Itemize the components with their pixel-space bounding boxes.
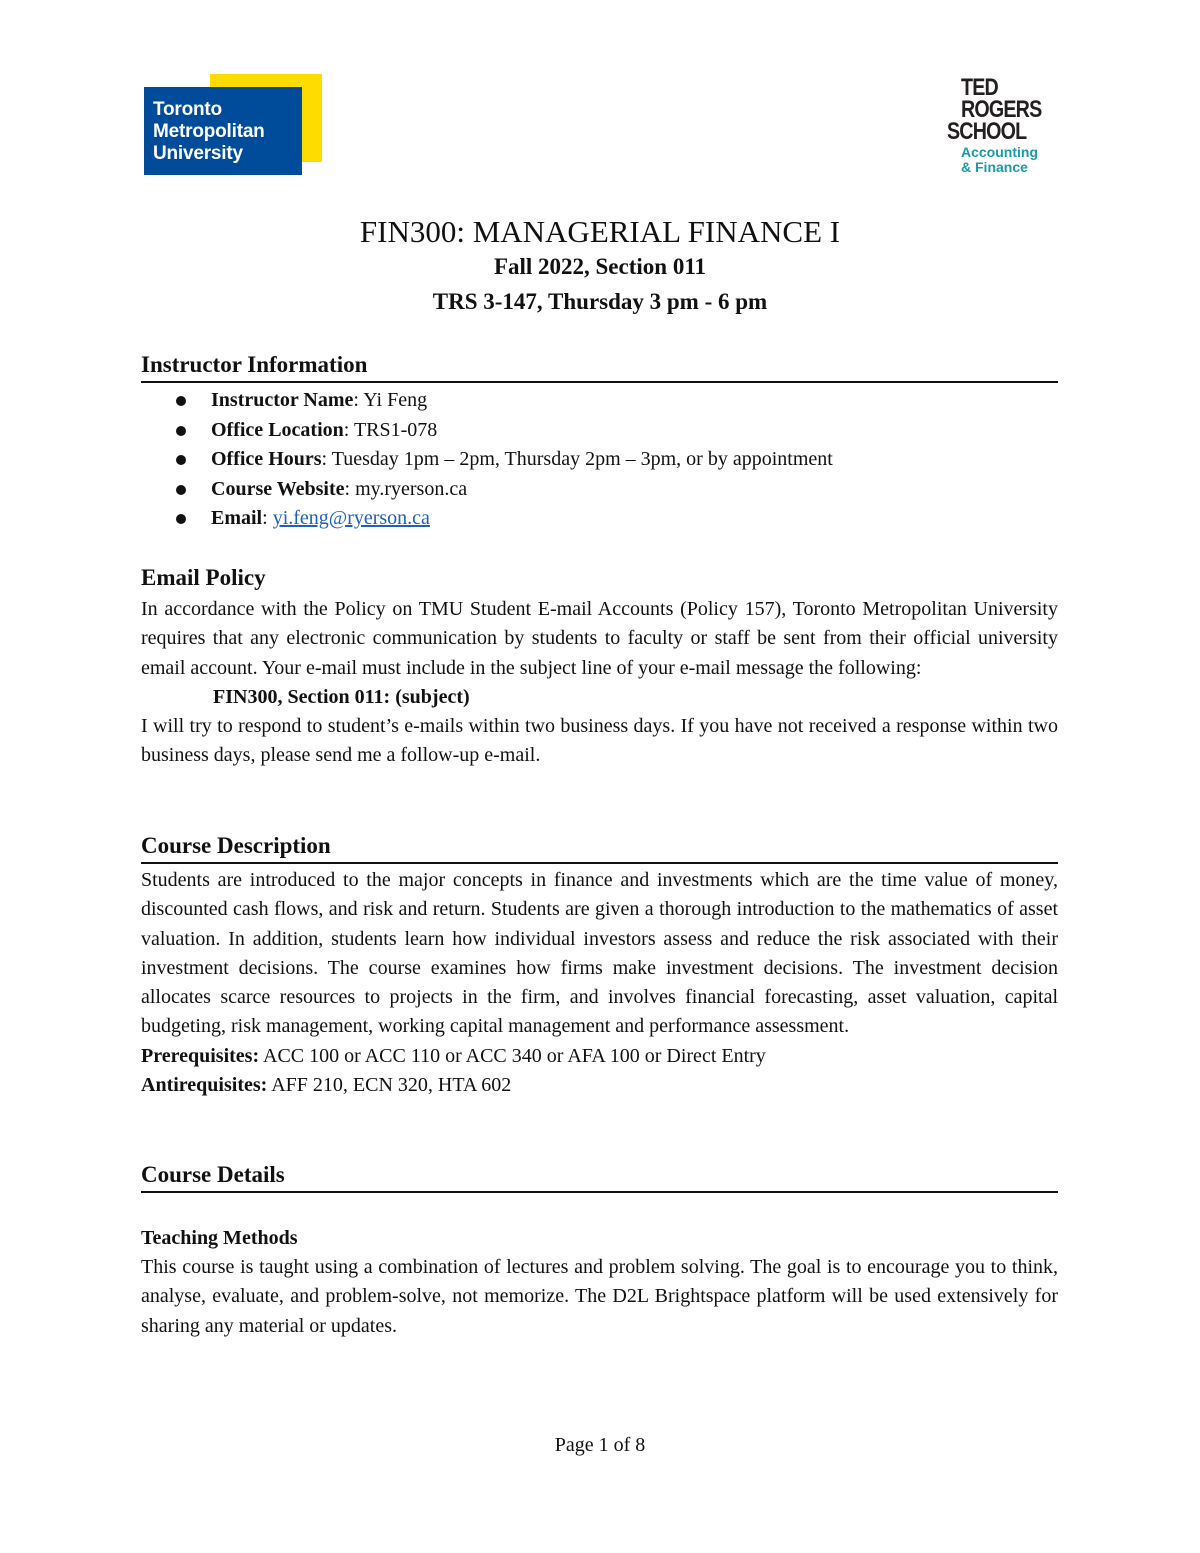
email-policy-heading: Email Policy [141,565,266,590]
instructor-list [176,386,1056,534]
bullet-icon [176,514,186,524]
item-sep: : [321,448,328,470]
trs-logo-line: ROGERS [961,96,1042,123]
email-policy-paragraph: In accordance with the Policy on TMU Student E-mail Accounts (Policy 157), Toronto Metropolitan University requires that any electronic communication by students to faculty or staff be sent from their official university email account. Your e-mail must include in the subject line of your e-mail message the following: [141,598,1058,679]
list-item [176,475,1056,505]
item-value: TRS1-078 [349,418,438,441]
bullet-icon [176,455,186,465]
item-value: Tuesday 1pm – 2pm, Thursday 2pm – 3pm, or by appointment [327,448,833,470]
instructor-heading: Instructor Information [141,351,1058,383]
email-subject-format: FIN300, Section 011: (subject) [213,685,470,708]
trs-logo-subline: & Finance [961,159,1028,175]
item-label: Office Location [211,418,344,441]
prerequisites-value: ACC 100 or ACC 110 or ACC 340 or AFA 100 or Direct Entry [259,1044,766,1067]
trs-logo-line: SCHOOL [947,118,1027,145]
item-label: Office Hours [211,448,322,470]
item-value: my.ryerson.ca [350,477,468,500]
teaching-methods-paragraph: This course is taught using a combination of lectures and problem solving. The goal is to encourage you to think, analyse, evaluate, and problem-solve, not memorize. The D2L Brightspace platform will be used extensively for sharing any material or updates. [141,1256,1058,1337]
course-term: Fall 2022, Section 011 [493,254,707,279]
email-policy-body [141,595,1058,771]
course-description-body [141,866,1058,1100]
ted-rogers-logo [945,74,1075,178]
item-label: Course Website [211,477,345,500]
bullet-icon [176,426,186,436]
page-number: Page 1 of 8 [554,1434,646,1456]
course-description-heading: Course Description [141,832,1058,864]
tmu-logo-line: University [153,143,243,164]
item-label: Instructor Name [211,389,354,411]
tmu-logo-line: Metropolitan [153,121,265,142]
trs-logo-subline: Accounting [961,144,1038,160]
email-link[interactable]: yi.feng@ryerson.ca [272,507,430,529]
antirequisites [141,1071,1058,1100]
list-item [176,416,1056,446]
list-item [176,386,1056,416]
list-item [176,445,1056,475]
tmu-logo [144,74,322,176]
list-item [176,504,1056,534]
item-sep: : [262,507,273,529]
course-location-time: TRS 3-147, Thursday 3 pm - 6 pm [432,289,768,314]
bullet-icon [176,485,186,495]
item-label: Email [211,507,263,529]
email-response-paragraph: I will try to respond to student’s e-mails within two business days. If you have not received a response within two business days, please send me a follow-up e-mail. [141,715,1058,767]
teaching-methods-heading: Teaching Methods [141,1227,298,1249]
tmu-logo-line: Toronto [153,99,222,120]
prerequisites-label: Prerequisites: [141,1044,260,1067]
course-title: FIN300: MANAGERIAL FINANCE I [359,214,841,249]
trs-logo-line: TED [961,74,998,101]
course-details-heading: Course Details [141,1161,1058,1193]
antirequisites-value: AFF 210, ECN 320, HTA 602 [267,1074,512,1097]
item-sep: : [344,477,351,500]
antirequisites-label: Antirequisites: [141,1074,268,1097]
item-sep: : [343,418,350,441]
prerequisites [141,1042,1058,1071]
course-description-paragraph: Students are introduced to the major concepts in finance and investments which are the time value of money, discounted cash flows, and risk and return. Students are given a thorough introduction to the mathematics of asset valuation. In addition, students learn how individual investors assess and reduce the risk associated with their investment decisions. The course examines how firms make investment decisions. The investment decision allocates scarce resources to projects in the firm, and involves financial forecasting, asset valuation, capital budgeting, risk management, working capital management and performance assessment. [141,869,1058,1038]
bullet-icon [176,396,186,406]
item-sep: : [353,389,359,411]
item-value: Yi Feng [358,389,428,411]
tmu-logo-blue-block [144,87,302,175]
